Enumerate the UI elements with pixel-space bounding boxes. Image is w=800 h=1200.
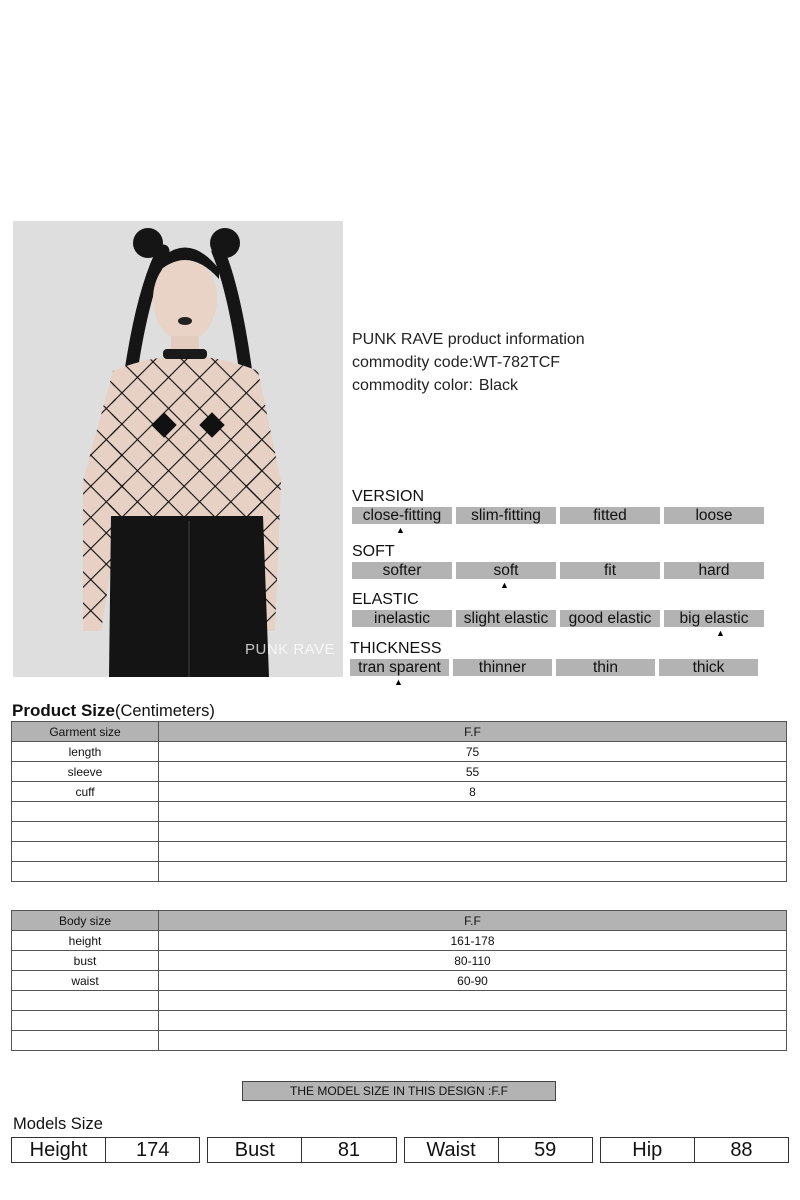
models-size-row xyxy=(11,1137,789,1163)
scale-title: THICKNESS xyxy=(350,640,442,657)
scale-option: big elastic xyxy=(664,610,764,627)
row-value xyxy=(159,842,787,862)
measure-label: Waist xyxy=(404,1137,499,1163)
scale-option: inelastic xyxy=(352,610,452,627)
row-label: bust xyxy=(12,951,159,971)
scale-options xyxy=(352,562,764,579)
row-value: 55 xyxy=(159,762,787,782)
scale-option: soft xyxy=(456,562,556,579)
table-row xyxy=(12,842,787,862)
row-label xyxy=(12,991,159,1011)
scale-title: SOFT xyxy=(352,543,395,560)
measure-value: 59 xyxy=(499,1137,593,1163)
scale-option: thick xyxy=(659,659,758,676)
row-value: 75 xyxy=(159,742,787,762)
garment-header-cell: Garment size xyxy=(12,722,159,742)
commodity-color-row xyxy=(352,374,585,397)
scale-option: loose xyxy=(664,507,764,524)
row-label xyxy=(12,1031,159,1051)
scale-option: softer xyxy=(352,562,452,579)
selected-marker-icon: ▲ xyxy=(394,677,403,687)
selected-marker-icon: ▲ xyxy=(716,628,725,638)
table-row xyxy=(12,802,787,822)
row-value xyxy=(159,802,787,822)
scale-option: thin xyxy=(556,659,655,676)
table-row xyxy=(12,971,787,991)
garment-header-cell: F.F xyxy=(159,722,787,742)
model-measure-height xyxy=(11,1137,200,1163)
row-value xyxy=(159,822,787,842)
row-label xyxy=(12,842,159,862)
model-illustration xyxy=(13,221,343,677)
row-value xyxy=(159,1011,787,1031)
scale-option: fitted xyxy=(560,507,660,524)
model-measure-bust xyxy=(207,1137,396,1163)
commodity-color-label: commodity color: xyxy=(352,377,473,394)
selected-marker-icon: ▲ xyxy=(500,580,509,590)
scale-options xyxy=(350,659,758,676)
row-label xyxy=(12,862,159,882)
body-header-row xyxy=(12,911,787,931)
model-measure-waist xyxy=(404,1137,593,1163)
scale-option: close-fitting xyxy=(352,507,452,524)
row-label: cuff xyxy=(12,782,159,802)
product-info xyxy=(352,328,585,397)
measure-value: 174 xyxy=(106,1137,200,1163)
models-size-title: Models Size xyxy=(13,1115,103,1133)
table-row xyxy=(12,951,787,971)
table-row xyxy=(12,782,787,802)
scale-thickness xyxy=(350,640,758,688)
scale-markers xyxy=(350,676,758,688)
scale-title: VERSION xyxy=(352,488,425,505)
scale-options xyxy=(352,610,764,627)
garment-size-table xyxy=(11,721,787,882)
body-header-cell: Body size xyxy=(12,911,159,931)
scale-option: slim-fitting xyxy=(456,507,556,524)
scale-option: fit xyxy=(560,562,660,579)
table-row xyxy=(12,742,787,762)
row-label xyxy=(12,1011,159,1031)
measure-value: 88 xyxy=(695,1137,789,1163)
scale-title: ELASTIC xyxy=(352,591,419,608)
scale-markers xyxy=(352,627,764,639)
table-row xyxy=(12,822,787,842)
commodity-code-value: WT-782TCF xyxy=(472,354,561,371)
product-size-unit: (Centimeters) xyxy=(114,702,215,720)
product-size-heading: Product Size xyxy=(12,701,115,720)
table-row xyxy=(12,762,787,782)
table-row xyxy=(12,1011,787,1031)
photo-watermark: PUNK RAVE xyxy=(245,641,336,658)
product-photo xyxy=(13,221,343,677)
table-row xyxy=(12,931,787,951)
scale-version xyxy=(352,488,764,536)
scale-option: slight elastic xyxy=(456,610,556,627)
table-row xyxy=(12,1031,787,1051)
scale-option: tran sparent xyxy=(350,659,449,676)
row-label: height xyxy=(12,931,159,951)
commodity-color-value: Black xyxy=(478,377,519,394)
scale-option: hard xyxy=(664,562,764,579)
row-label xyxy=(12,822,159,842)
row-value: 60-90 xyxy=(159,971,787,991)
selected-marker-icon: ▲ xyxy=(396,525,405,535)
row-value xyxy=(159,862,787,882)
row-label: sleeve xyxy=(12,762,159,782)
body-header-cell: F.F xyxy=(159,911,787,931)
info-heading: PUNK RAVE product information xyxy=(352,331,585,348)
model-size-banner: THE MODEL SIZE IN THIS DESIGN :F.F xyxy=(242,1081,556,1101)
commodity-code-row xyxy=(352,351,585,374)
scale-option: thinner xyxy=(453,659,552,676)
row-value: 80-110 xyxy=(159,951,787,971)
scale-markers xyxy=(352,524,764,536)
row-label xyxy=(12,802,159,822)
row-value xyxy=(159,1031,787,1051)
row-label: length xyxy=(12,742,159,762)
row-label: waist xyxy=(12,971,159,991)
scale-elastic xyxy=(352,591,764,639)
scale-option: good elastic xyxy=(560,610,660,627)
measure-label: Hip xyxy=(600,1137,695,1163)
row-value xyxy=(159,991,787,1011)
row-value: 8 xyxy=(159,782,787,802)
measure-value: 81 xyxy=(302,1137,396,1163)
product-size-title xyxy=(12,701,215,721)
table-row xyxy=(12,991,787,1011)
commodity-code-label: commodity code: xyxy=(352,354,473,371)
measure-label: Height xyxy=(11,1137,106,1163)
scale-markers xyxy=(352,579,764,591)
table-row xyxy=(12,862,787,882)
body-size-table xyxy=(11,910,787,1051)
model-measure-hip xyxy=(600,1137,789,1163)
scale-options xyxy=(352,507,764,524)
measure-label: Bust xyxy=(207,1137,302,1163)
row-value: 161-178 xyxy=(159,931,787,951)
garment-header-row xyxy=(12,722,787,742)
scale-soft xyxy=(352,543,764,591)
